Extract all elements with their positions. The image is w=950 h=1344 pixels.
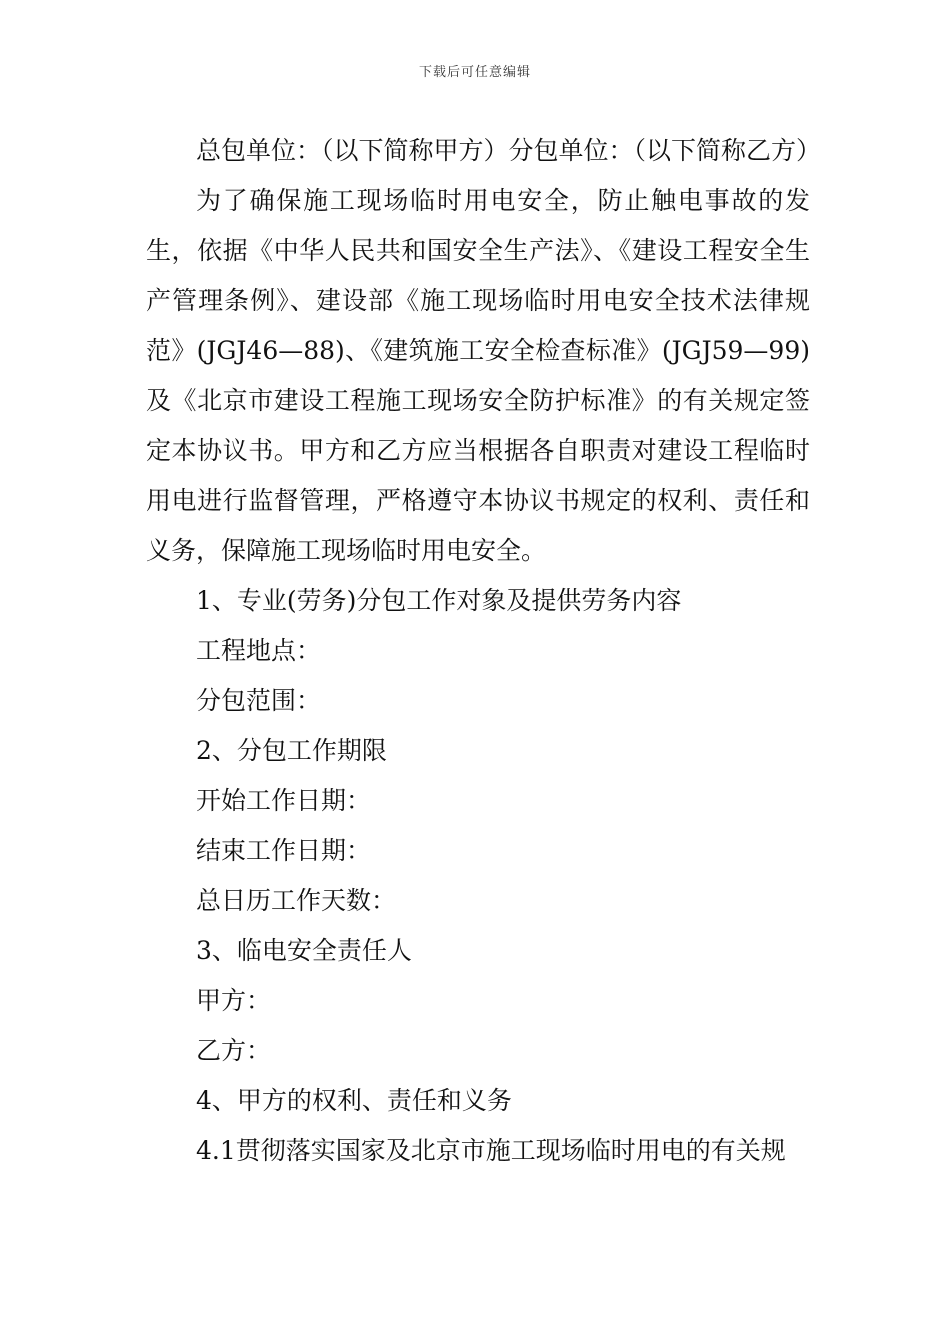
page-header-note: 下载后可任意编辑 [418,65,531,80]
subcontract-scope-field: 分包范围： [196,686,322,715]
start-date-field: 开始工作日期： [196,786,372,815]
document-body [146,126,822,1176]
parties-paragraph: 总包单位：（以下简称甲方）分包单位：（以下简称乙方） [196,136,822,165]
clause-4-1: 4.1贯彻落实国家及北京市施工现场临时用电的有关规 [196,1136,786,1165]
end-date-field: 结束工作日期： [196,836,372,865]
project-location-field: 工程地点： [196,636,322,665]
section-4-heading: 4、甲方的权利、责任和义务 [196,1086,512,1115]
section-2-heading: 2、分包工作期限 [196,736,387,765]
total-days-field: 总日历工作天数： [196,886,397,915]
purpose-paragraph: 为了确保施工现场临时用电安全，防止触电事故的发生，依据《中华人民共和国安全生产法》、《建设工程安全生产管理条例》、建设部《施工现场临时用电安全技术法律规范》(JGJ46—88)、《建筑施工安全检查标准》(JGJ59—99)及《北京市建设工程施工现场安全防护标准》的有关规定签定本协议书。甲方和乙方应当根据各自职责对建设工程临时用电进行监督管理，严格遵守本协议书规定的权利、责任和义务，保障施工现场临时用电安全。 [146,186,810,565]
section-1-heading: 1、专业(劳务)分包工作对象及提供劳务内容 [196,586,682,615]
party-b-field: 乙方： [196,1036,272,1065]
party-a-field: 甲方： [196,986,272,1015]
section-3-heading: 3、临电安全责任人 [196,936,412,965]
